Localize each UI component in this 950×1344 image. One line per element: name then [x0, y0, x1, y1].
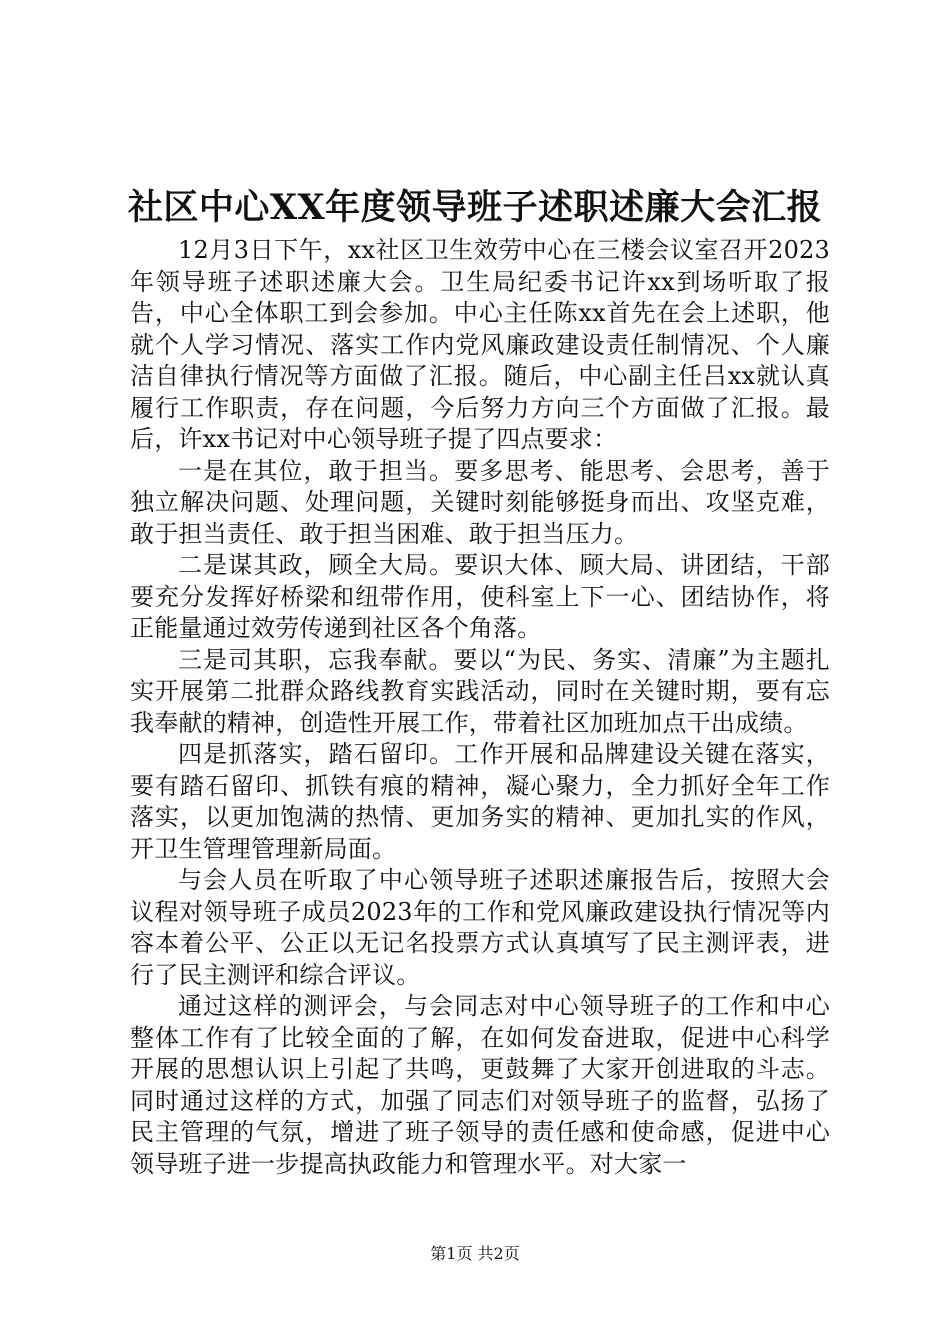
document-title: 社区中心XX年度领导班子述职述廉大会汇报: [127, 187, 823, 228]
paragraph-4: 三是司其职，忘我奉献。要以“为民、务实、清廉”为主题扎实开展第二批群众路线教育实践活动，同时在关键时期，要有忘我奉献的精神，创造性开展工作，带着社区加班加点干出成绩。: [130, 645, 830, 737]
paragraph-5: 四是抓落实，踏石留印。工作开展和品牌建设关键在落实，要有踏石留印、抓铁有痕的精神，凝心聚力，全力抓好全年工作落实，以更加饱满的热情、更加务实的精神、更加扎实的作风，开卫生管理管理新局面。: [130, 740, 830, 863]
paragraph-2: 一是在其位，敢于担当。要多思考、能思考、会思考，善于独立解决问题、处理问题，关键时刻能够挺身而出、攻坚克难，敢于担当责任、敢于担当困难、敢于担当压力。: [130, 456, 830, 548]
paragraph-3: 二是谋其政，顾全大局。要识大体、顾大局、讲团结，干部要充分发挥好桥梁和纽带作用，使科室上下一心、团结协作，将正能量通过效劳传递到社区各个角落。: [130, 551, 830, 642]
paragraph-1: 12月3日下午，xx社区卫生效劳中心在三楼会议室召开2023年领导班子述职述廉大会。卫生局纪委书记许xx到场听取了报告，中心全体职工到会参加。中心主任陈xx首先在会上述职，他就个人学习情况、落实工作内党风廉政建设责任制情况、个人廉洁自律执行情况等方面做了汇报。随后，中心副主任吕xx就认真履行工作职责，存在问题，今后努力方向三个方面做了汇报。最后，许xx书记对中心领导班子提了四点要求：: [130, 236, 830, 453]
page-number-footer: 第1页 共2页: [430, 1244, 520, 1263]
paragraph-6: 与会人员在听取了中心领导班子述职述廉报告后，按照大会议程对领导班子成员2023年的工作和党风廉政建设执行情况等内容本着公平、公正以无记名投票方式认真填写了民主测评表，进行了民主测评和综合评议。: [130, 866, 830, 989]
paragraph-7: 通过这样的测评会，与会同志对中心领导班子的工作和中心整体工作有了比较全面的了解，在如何发奋进取，促进中心科学开展的思想认识上引起了共鸣，更鼓舞了大家开创进取的斗志。同时通过这样的方式，加强了同志们对领导班子的监督，弘扬了民主管理的气氛，增进了班子领导的责任感和使命感，促进中心领导班子进一步提高执政能力和管理水平。对大家一: [130, 992, 830, 1178]
document-body: [130, 235, 830, 1180]
